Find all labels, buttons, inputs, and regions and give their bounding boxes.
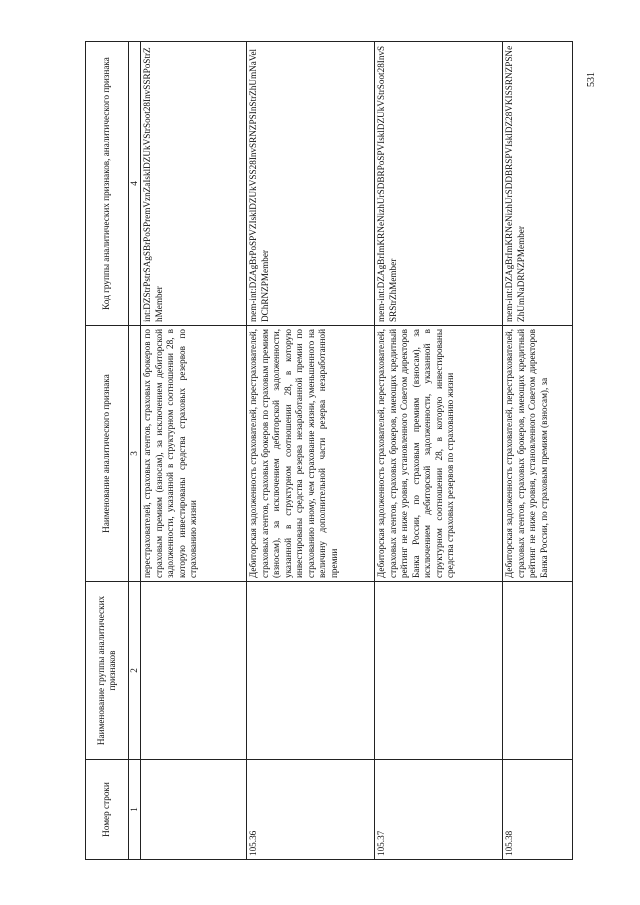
group-name bbox=[503, 582, 573, 760]
table-row bbox=[247, 42, 375, 860]
header-code: Код группы аналитических признаков, аналитического признака bbox=[86, 42, 129, 326]
feature-name: перестрахователей, страховых агентов, страховых брокеров по страховым премиям (взносам), за исключением дебиторской задолженности, указанной в структурном соотношении 28, в которую инвестированы средства страховых резервов по страхованию жизни bbox=[141, 326, 247, 582]
feature-name: Дебиторская задолженность страхователей, перестрахователей, страховых агентов, страховых брокеров, имеющих кредитный рейтинг не ниже уровня, установленного Советом директоров Банка России, по страховым премиям (взносам), за bbox=[503, 326, 573, 582]
header-row bbox=[86, 42, 129, 860]
column-number-row bbox=[129, 42, 141, 860]
header-row-number: Номер строки bbox=[86, 760, 129, 860]
row-number: 105.37 bbox=[375, 760, 503, 860]
feature-code: mem-int:DZAgBrImKRNeNizhUrSDDBRSPVIsklDZ28VKISSRNZPSNeZhUmNaDRNZPMember bbox=[503, 42, 573, 326]
rotated-page bbox=[85, 42, 550, 860]
column-number: 1 bbox=[129, 760, 141, 860]
column-number: 2 bbox=[129, 582, 141, 760]
column-number: 3 bbox=[129, 326, 141, 582]
page-number: 531 bbox=[586, 72, 597, 88]
table-row bbox=[141, 42, 247, 860]
column-number: 4 bbox=[129, 42, 141, 326]
feature-name: Дебиторская задолженность страхователей, перестрахователей, страховых агентов, страховых брокеров, имеющих кредитный рейтинг не ниже уровня, установленного Советом директоров Банка России, по страховым премиям (взносам), за исключением дебиторской задолженности, указанной в структурном соотношении 28, в которую инвестированы средства страховых резервов по страхованию жизни bbox=[375, 326, 503, 582]
row-number: 105.36 bbox=[247, 760, 375, 860]
row-number: 105.38 bbox=[503, 760, 573, 860]
feature-code: int:DZStrPstrSAgSBrPoSPremVznZaIsklDZUkVStrSoot28InvSSRPoStrZhMember bbox=[141, 42, 247, 326]
header-group-name: Наименование группы аналитических признаков bbox=[86, 582, 129, 760]
group-name bbox=[247, 582, 375, 760]
table-row bbox=[375, 42, 503, 860]
feature-code: mem-int:DZAgBrImKRNeNizhUrSDBRPoSPVIsklDZUkVStrSoot28InvSSRStrZhMember bbox=[375, 42, 503, 326]
analytic-features-table bbox=[85, 41, 573, 860]
group-name bbox=[141, 582, 247, 760]
feature-code: mem-int:DZAgBrPoSPVZIsklDZUkVSS28InvSRNZPSInStrZhUmNaVelDChRNZPMember bbox=[247, 42, 375, 326]
table-row bbox=[503, 42, 573, 860]
group-name bbox=[375, 582, 503, 760]
row-number bbox=[141, 760, 247, 860]
feature-name: Дебиторская задолженность страхователей, перестрахователей, страховых агентов, страховых брокеров по страховым премиям (взносам), за исключением дебиторской задолженности, указанной в структурном соотношении 28, в которую инвестированы средства резерва незаработанной премии по страхованию иному, чем страхование жизни, уменьшенного на величину дополнительной части резерва незаработанной премии bbox=[247, 326, 375, 582]
header-feature-name: Наименование аналитического признака bbox=[86, 326, 129, 582]
